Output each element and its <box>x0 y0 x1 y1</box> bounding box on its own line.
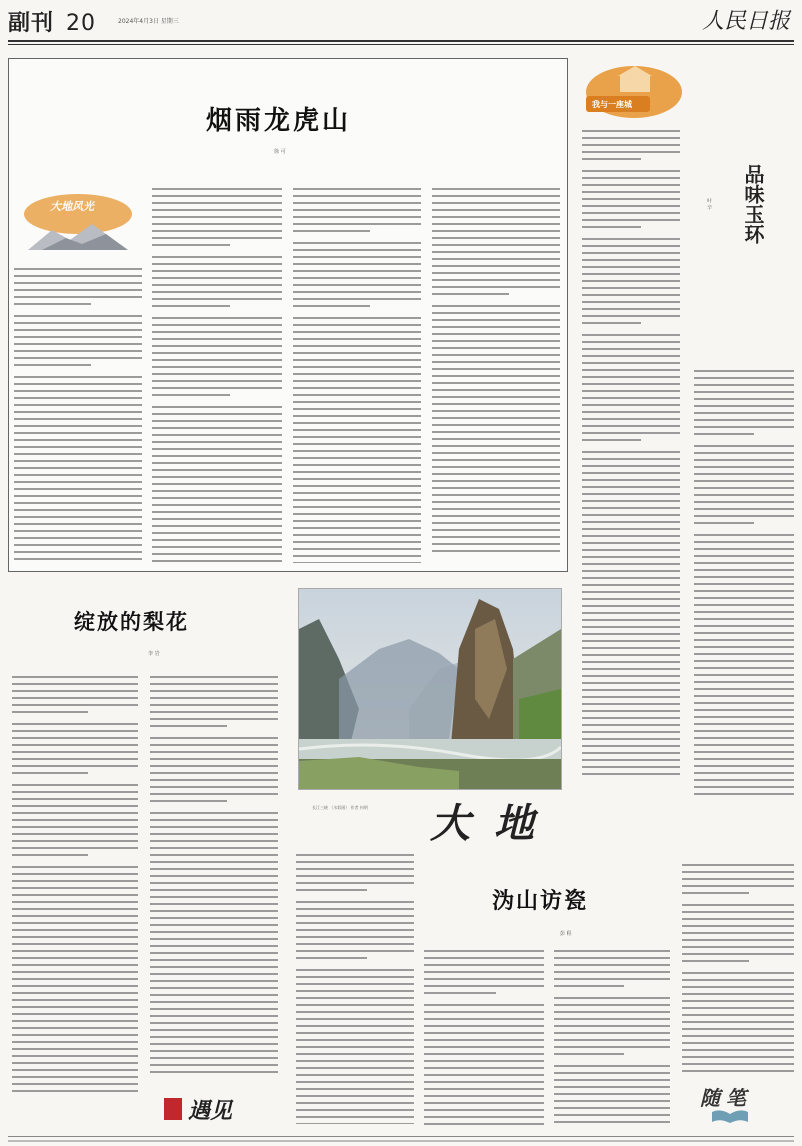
red-seal-icon <box>164 1098 182 1120</box>
porcelain-col-1 <box>296 854 414 1124</box>
pear-col-1 <box>12 676 138 1096</box>
jade-article-title: 品味玉环 <box>741 164 765 244</box>
suibi-label: 随笔 <box>700 1086 752 1110</box>
jade-article-byline: 叶 辛 <box>706 198 712 210</box>
suibi-column-logo <box>690 1082 770 1126</box>
city-badge-icon <box>580 64 682 120</box>
porcelain-article-title: 沩山访瓷 <box>492 889 589 914</box>
main-col-1 <box>14 268 142 563</box>
pear-col-2 <box>150 676 278 1076</box>
main-article-byline: 徐 可 <box>274 149 286 155</box>
column-badge-scenery <box>22 190 134 256</box>
pear-article-title: 绽放的梨花 <box>74 610 189 634</box>
dadi-column-logo: 大地 <box>430 800 558 847</box>
main-col-3 <box>293 188 421 563</box>
main-col-2 <box>152 188 282 563</box>
porcelain-article-byline: 彭 程 <box>560 931 572 937</box>
porcelain-col-3 <box>554 950 670 1126</box>
jade-col-1 <box>582 130 680 820</box>
yujian-column-logo <box>164 1094 264 1128</box>
main-article-title: 烟雨龙虎山 <box>206 106 352 136</box>
porcelain-col-4 <box>682 864 794 1072</box>
page-number: 20 <box>66 11 97 36</box>
painting-caption: 长江三峡 （水彩画） 作者 何明 <box>312 805 368 810</box>
porcelain-col-2 <box>424 950 544 1126</box>
header-rule-thin <box>8 44 794 45</box>
column-badge-city <box>580 64 682 120</box>
yujian-label: 遇见 <box>188 1098 233 1124</box>
date-line: 2024年4月3日 星期三 <box>118 18 179 25</box>
newspaper-name: 人民日报 <box>701 9 790 34</box>
city-badge-label: 我与一座城 <box>592 100 632 109</box>
footer-rule <box>8 1136 794 1137</box>
three-gorges-painting-image <box>299 589 561 789</box>
watercolor-painting <box>298 588 562 790</box>
main-col-4 <box>432 188 560 563</box>
footer-info-line <box>8 1140 794 1142</box>
jade-col-2 <box>694 370 794 820</box>
pear-article-byline: 李 岩 <box>148 651 160 657</box>
section-name: 副刊 <box>8 11 55 36</box>
column-badge-label: 大地风光 <box>50 200 94 213</box>
header-rule <box>8 40 794 42</box>
section-header <box>8 6 96 37</box>
open-book-icon <box>710 1108 750 1124</box>
